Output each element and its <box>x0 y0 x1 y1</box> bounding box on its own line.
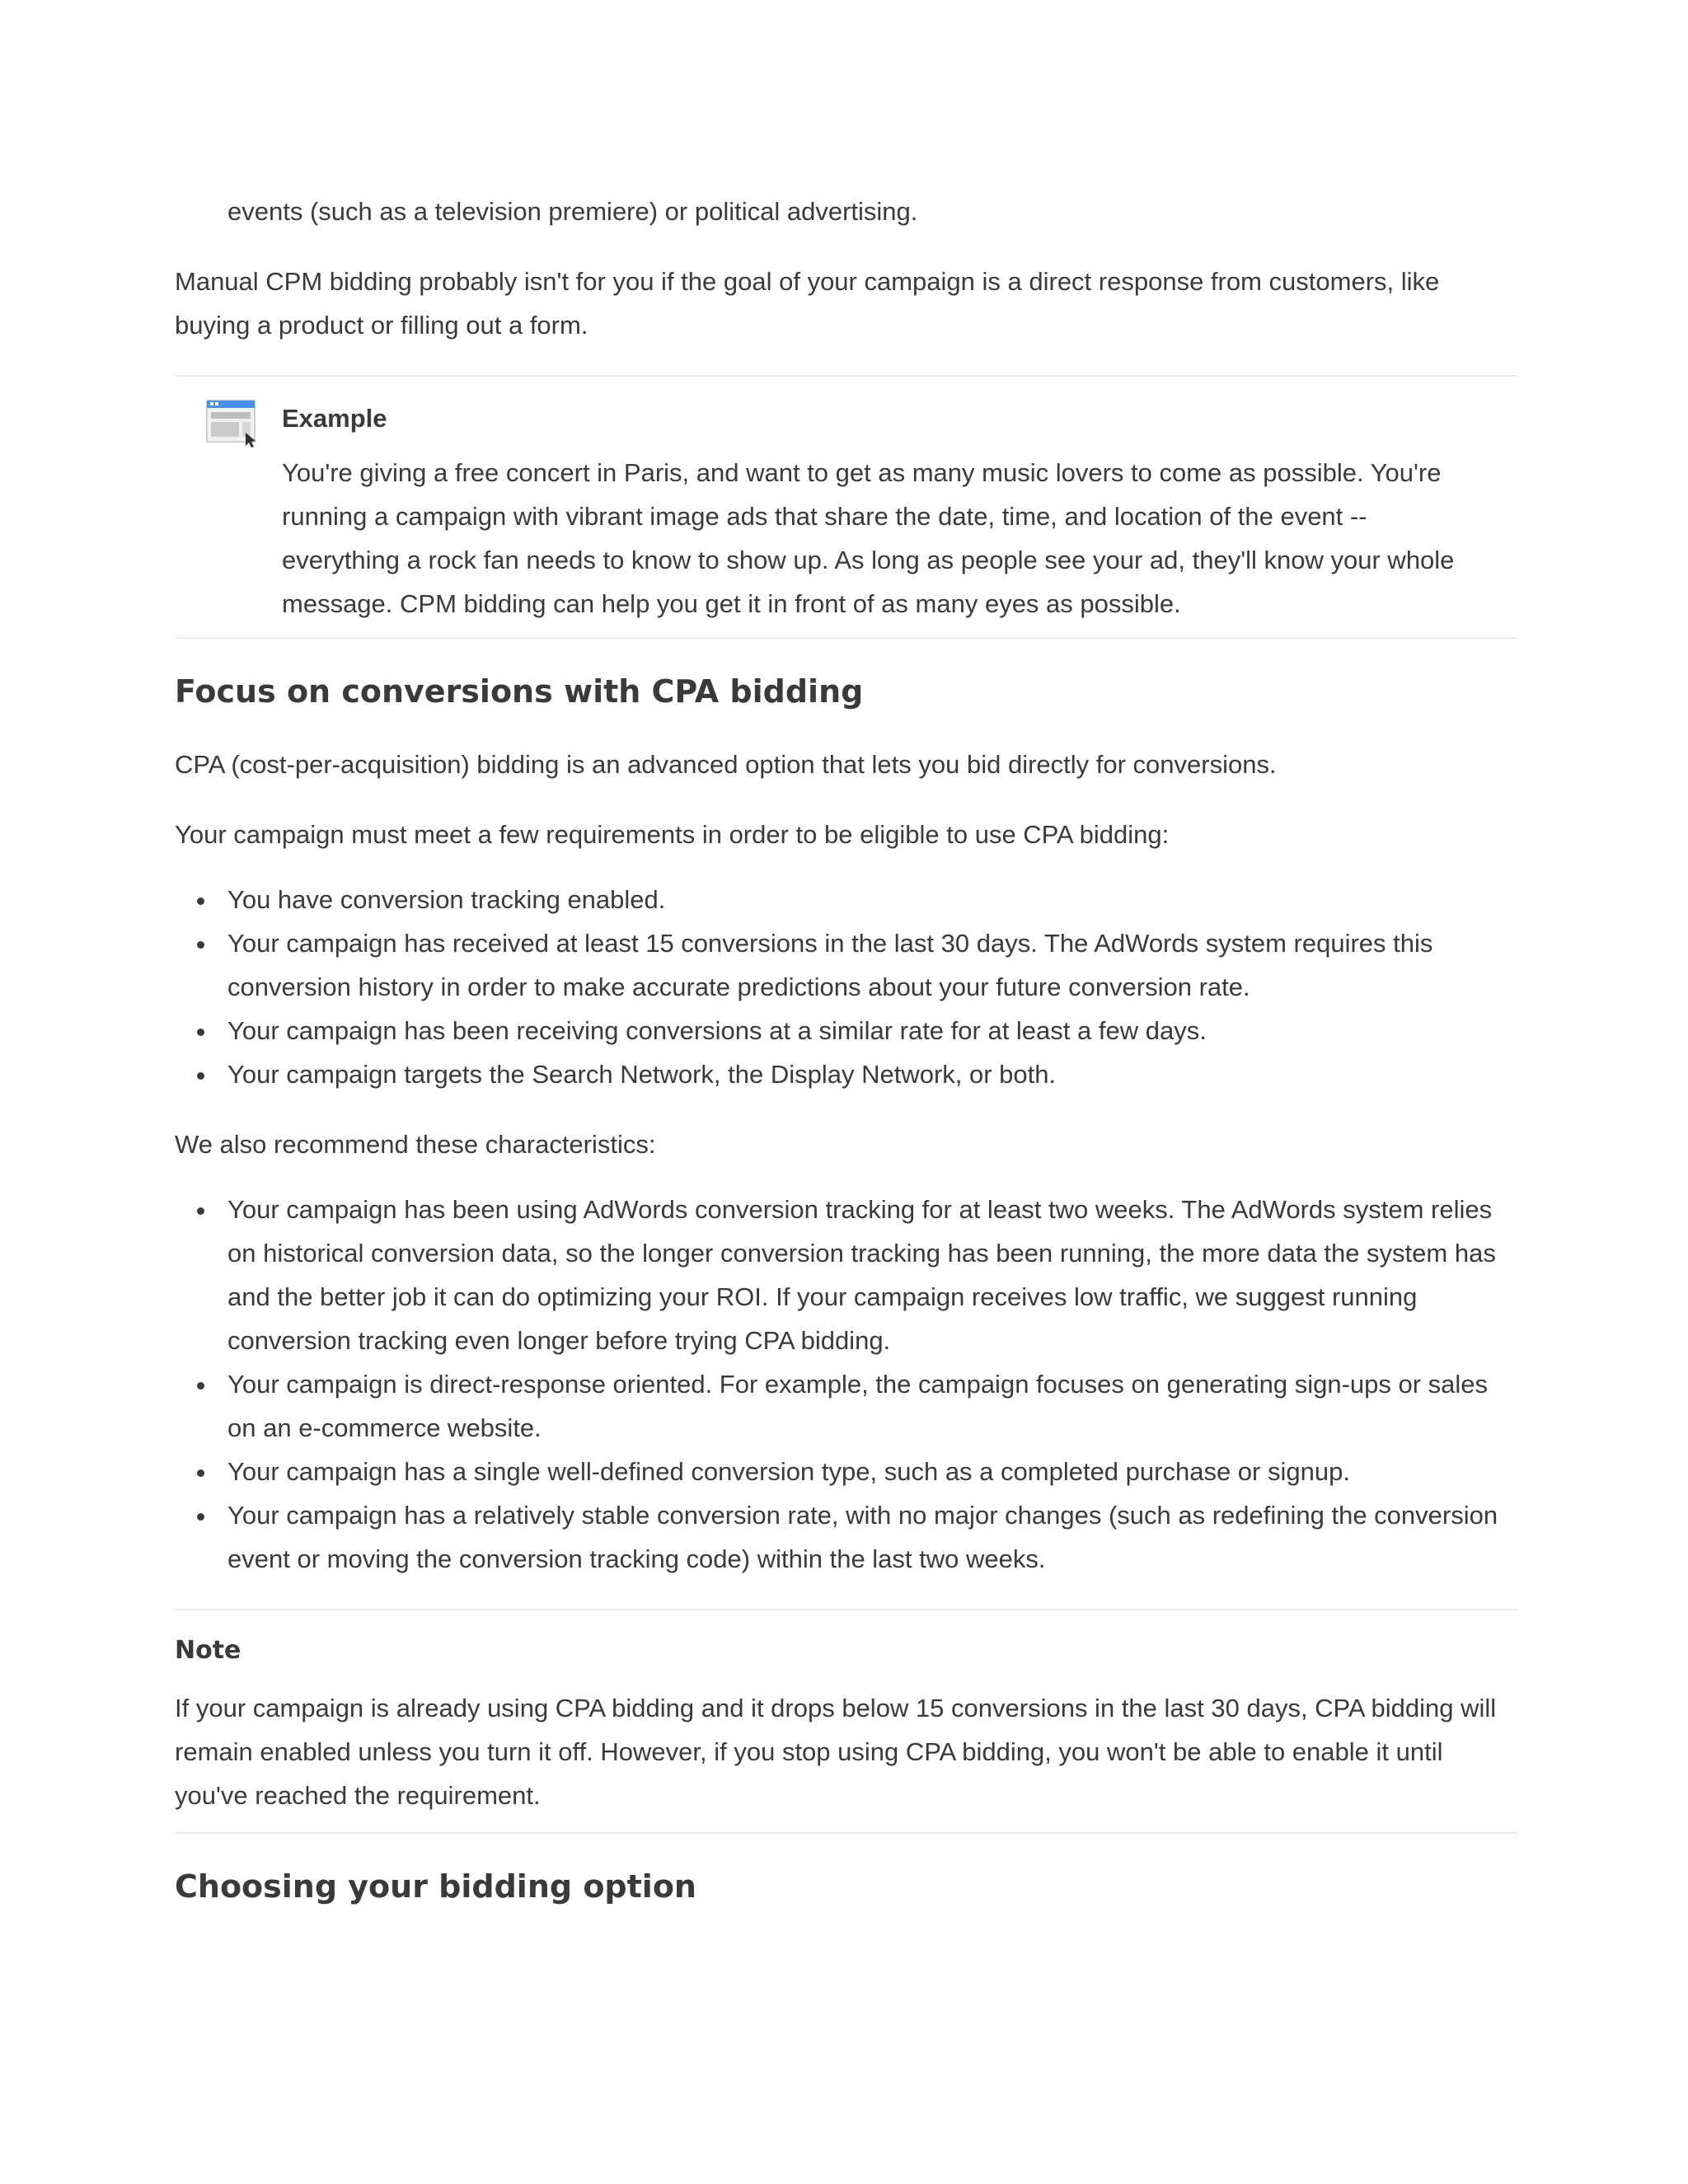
note-body: If your campaign is already using CPA bidding and it drops below 15 conversions in the last 30 days, CPA bidding will remain enabled unless you turn it off. However, if you stop using CPA bidding, you won't be able to enable it until you've reached the requirement. <box>175 1694 1497 1810</box>
example-title: Example <box>282 404 387 433</box>
example-body: You're giving a free concert in Paris, and want to get as many music lovers to come as possible. You're running a campaign with vibrant image ads that share the date, time, and location of the event -- everything a rock fan needs to know to show up. As long as people see your ad, they'll know your whole message. CPM bidding can help you get it in front of as many eyes as possible. <box>282 458 1455 618</box>
browser-window-cursor-icon <box>206 400 259 448</box>
recommendations-list <box>175 1188 1518 1581</box>
manual-cpm-paragraph: Manual CPM bidding probably isn't for you if the goal of your campaign is a direct response from customers, like buying a product or filling out a form. <box>175 267 1440 340</box>
choosing-section-heading: Choosing your bidding option <box>175 1868 696 1905</box>
cpa-intro-paragraph: CPA (cost-per-acquisition) bidding is an advanced option that lets you bid directly for conversions. <box>175 750 1277 779</box>
list-item: Your campaign is direct-response oriented. For example, the campaign focuses on generating sign-ups or sales on an e-commerce website. <box>227 1362 1518 1450</box>
note-title: Note <box>175 1636 241 1665</box>
list-item: Your campaign has received at least 15 conversions in the last 30 days. The AdWords system requires this conversion history in order to make accurate predictions about your future conversion rate. <box>227 921 1518 1009</box>
note-callout <box>175 1609 1518 1834</box>
list-item: Your campaign has a single well-defined conversion type, such as a completed purchase or signup. <box>227 1450 1518 1493</box>
list-item: You have conversion tracking enabled. <box>227 878 1518 921</box>
requirements-intro: Your campaign must meet a few requirements in order to be eligible to use CPA bidding: <box>175 820 1170 849</box>
list-item: Your campaign targets the Search Network, the Display Network, or both. <box>227 1052 1518 1096</box>
continued-list-line: events (such as a television premiere) or political advertising. <box>227 197 918 226</box>
list-item: Your campaign has been receiving conversions at a similar rate for at least a few days. <box>227 1009 1518 1052</box>
cpa-section-heading: Focus on conversions with CPA bidding <box>175 673 864 710</box>
recommend-intro: We also recommend these characteristics: <box>175 1130 656 1159</box>
example-callout <box>175 375 1518 639</box>
document-page <box>175 190 1518 1911</box>
requirements-list <box>175 878 1518 1096</box>
list-item: Your campaign has a relatively stable conversion rate, with no major changes (such as redefining the conversion event or moving the conversion tracking code) within the last two weeks. <box>227 1493 1518 1581</box>
list-item: Your campaign has been using AdWords conversion tracking for at least two weeks. The AdWords system relies on historical conversion data, so the longer conversion tracking has been running, the more data the system has and the better job it can do optimizing your ROI. If your campaign receives low traffic, we suggest running conversion tracking even longer before trying CPA bidding. <box>227 1188 1518 1362</box>
